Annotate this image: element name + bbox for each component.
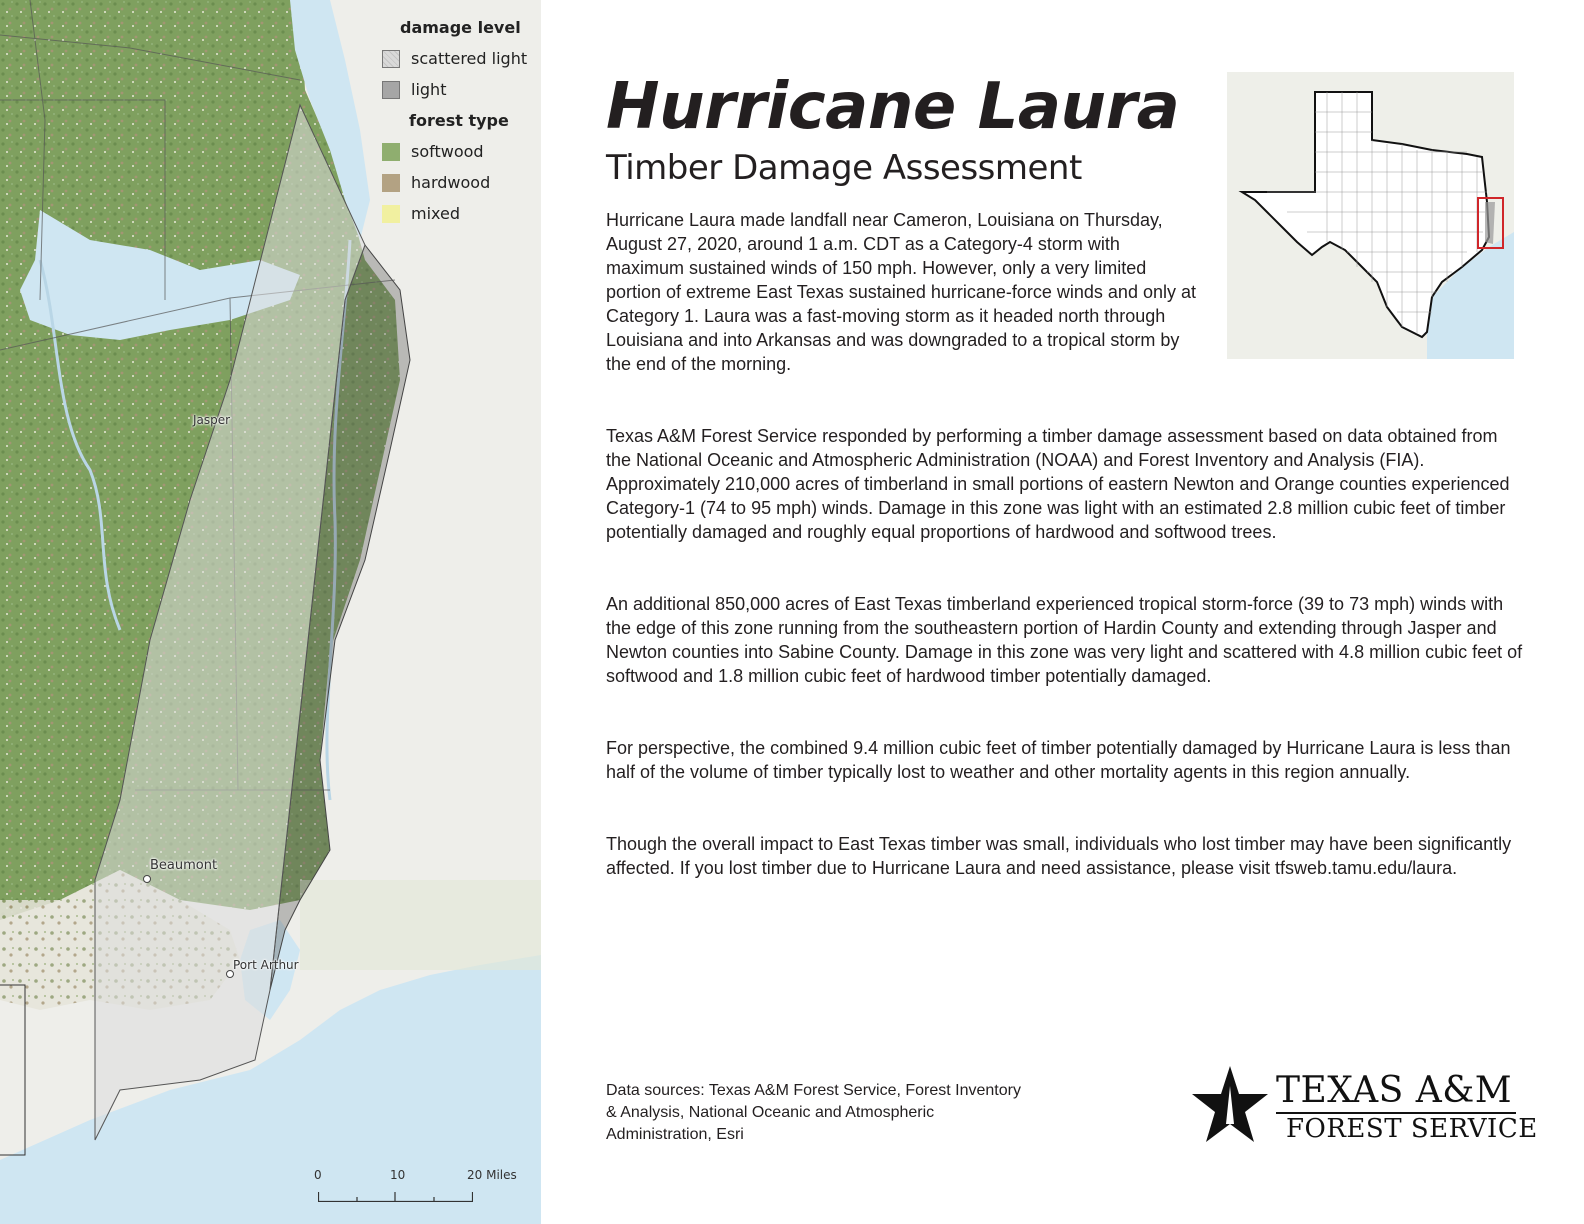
legend-item: [382, 43, 532, 74]
texas-locator-map: [1227, 72, 1514, 359]
legend-swatch-mixed: [382, 205, 400, 223]
legend-label: mixed: [411, 204, 461, 223]
legend-label: light: [411, 80, 447, 99]
legend-heading-forest: forest type: [409, 111, 509, 130]
legend-swatch-hardwood: [382, 174, 400, 192]
paragraph: An additional 850,000 acres of East Texas timberland experienced tropical storm-force (39 to 73 mph) winds with the edge of this zone running from the southeastern portion of Hardin County and extending through Jasper and Newton counties into Sabine County. Damage in this zone was very light and scattered with 4.8 million cubic feet of softwood and 1.8 million cubic feet of hardwood timber potentially damaged.: [606, 594, 1523, 686]
scale-line: [318, 1192, 473, 1202]
place-label-beaumont: Beaumont: [150, 858, 218, 873]
city-marker-beaumont: [143, 875, 151, 883]
legend-swatch-scattered-light: [382, 50, 400, 68]
legend-item: [382, 74, 532, 105]
paragraph: For perspective, the combined 9.4 million cubic feet of timber potentially damaged by Hurricane Laura is less than half of the volume of timber typically lost to weather and other mortality agents in this region annually.: [606, 738, 1511, 782]
legend-label: softwood: [411, 142, 484, 161]
paragraph: Hurricane Laura made landfall near Cameron, Louisiana on Thursday, August 27, 2020, around 1 a.m. CDT as a Category-4 storm with maximum sustained winds of 150 mph. However, only a very limited portion of extreme East Texas sustained hurricane-force winds and only at Category 1. Laura was a fast-moving storm as it headed north through Louisiana and into Arkansas and was downgraded to a tropical storm by the end of the morning.: [606, 210, 1196, 374]
legend-label: hardwood: [411, 173, 491, 192]
scale-bar: [310, 1168, 540, 1208]
paragraph: Though the overall impact to East Texas timber was small, individuals who lost timber may have been significantly affected. If you lost timber due to Hurricane Laura and need assistance, please visit tfsweb.tamu.edu/laura.: [606, 834, 1512, 878]
texas-locator-svg: [1227, 72, 1514, 359]
legend-swatch-light: [382, 81, 400, 99]
scale-label-20: 20 Miles: [467, 1168, 517, 1182]
star-icon: [1190, 1064, 1270, 1146]
scale-label-10: 10: [390, 1168, 406, 1182]
legend-label: scattered light: [411, 49, 528, 68]
logo-text-line1: TEXAS A&M: [1276, 1070, 1513, 1111]
paragraph: Texas A&M Forest Service responded by performing a timber damage assessment based on data obtained from the National Oceanic and Atmospheric Administration (NOAA) and Forest Inventory and Analysis (FIA). Approximately 210,000 acres of timberland in small portions of eastern Newton and Orange counties experienced Category-1 (74 to 95 mph) winds. Damage in this zone was light with an estimated 2.8 million cubic feet of timber potentially damaged and roughly equal proportions of hardwood and softwood trees.: [606, 426, 1510, 542]
scale-label-0: 0: [314, 1168, 322, 1182]
louisiana-land: [300, 880, 541, 970]
legend-item: [382, 167, 532, 198]
map-legend: [382, 14, 532, 229]
place-label-port-arthur: Port Arthur: [233, 958, 299, 972]
legend-swatch-softwood: [382, 143, 400, 161]
data-sources: Data sources: Texas A&M Forest Service, Forest Inventory & Analysis, National Oceanic and Atmospheric Administration, Esri: [606, 1082, 1021, 1143]
logo-text-line2: FOREST SERVICE: [1286, 1114, 1538, 1144]
page-title: Hurricane Laura: [606, 70, 1180, 144]
place-label-jasper: Jasper: [193, 413, 231, 427]
legend-item: [382, 198, 532, 229]
damage-map: [0, 0, 541, 1224]
texas-am-forest-service-logo: [1190, 1064, 1538, 1156]
page-subtitle: Timber Damage Assessment: [606, 148, 1082, 188]
legend-heading-damage: damage level: [400, 18, 521, 37]
legend-item: [382, 136, 532, 167]
